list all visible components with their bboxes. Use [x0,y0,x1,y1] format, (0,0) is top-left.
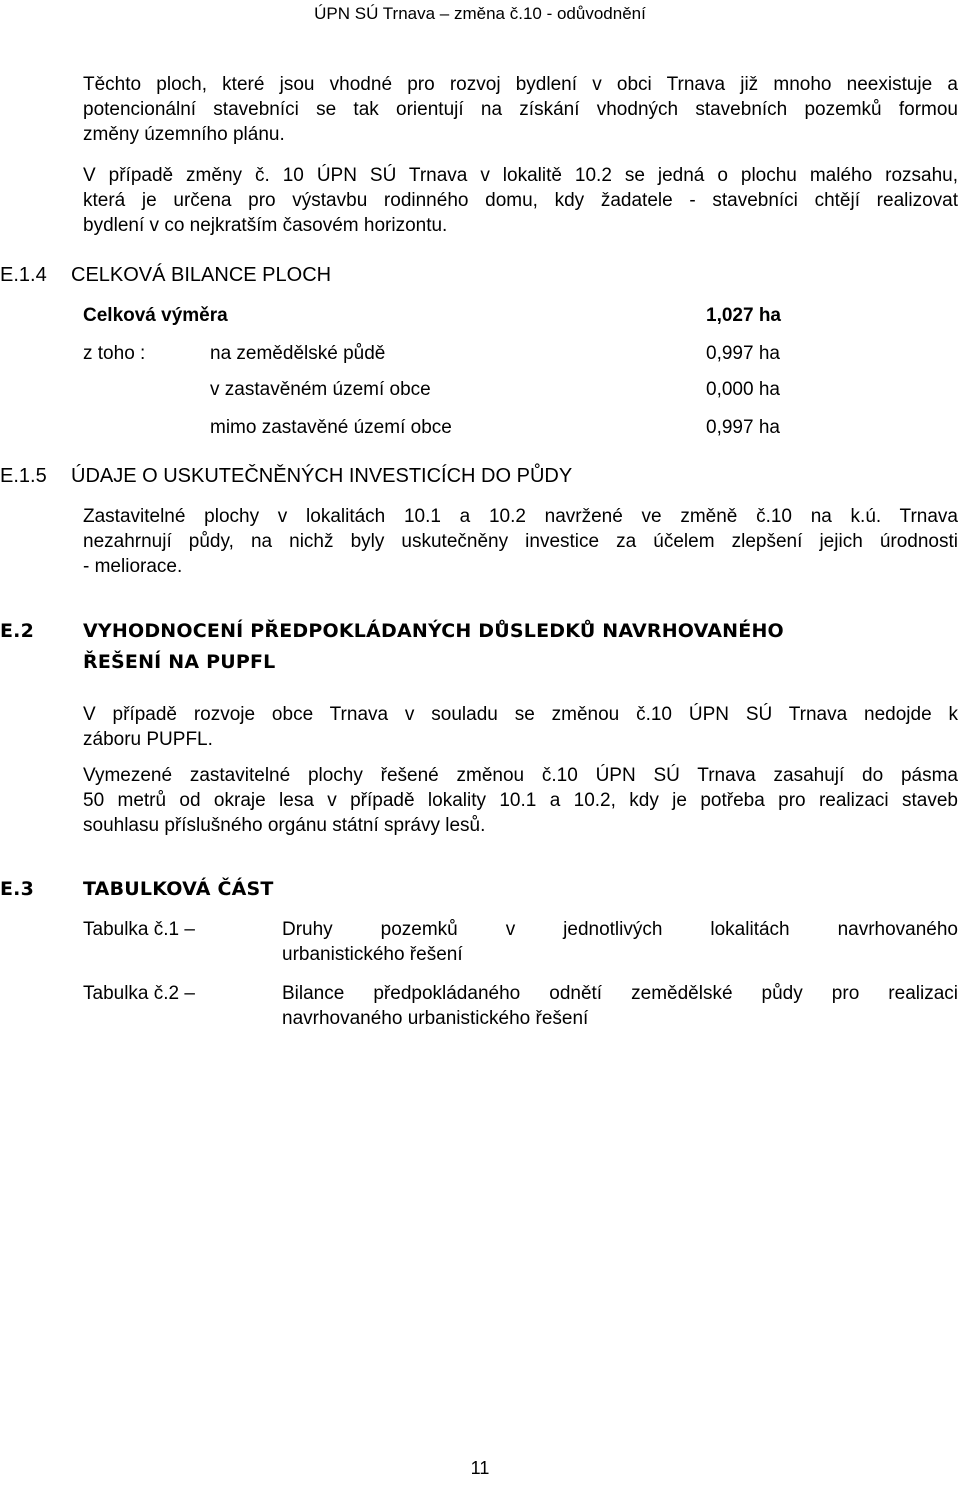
text-line: navrhovaného urbanistického řešení [282,1008,589,1029]
text-line: Vymezené zastavitelné plochy řešené změnou č.10 ÚPN SÚ Trnava zasahují do pásma [83,765,958,786]
text-line: záboru PUPFL. [83,729,213,750]
text-line: Těchto ploch, které jsou vhodné pro rozvoj bydlení v obci Trnava již mnoho neexistuje a [83,74,958,95]
table-ref-description [282,917,958,967]
pupfl-paragraph-2 [83,763,958,838]
section-title-e2-line2: ŘEŠENÍ NA PUPFL [83,651,276,673]
balance-row-value: 0,997 ha [706,343,780,364]
section-number-e14: E.1.4 [0,264,47,286]
total-area-value: 1,027 ha [706,305,781,326]
text-line: - meliorace. [83,556,183,577]
text-line: souhlasu příslušného orgánu státní správy lesů. [83,815,486,836]
investments-paragraph [83,504,958,579]
page-header: ÚPN SÚ Trnava – změna č.10 - odůvodnění [314,4,646,23]
intro-paragraph-2 [83,163,958,238]
balance-row-label: na zemědělské půdě [210,343,386,364]
text-line: bydlení v co nejkratším časovém horizontu. [83,215,448,236]
pupfl-paragraph-1 [83,702,958,752]
text-line: nezahrnují půdy, na nichž byly uskutečněny investice za účelem zlepšení jejich úrodnosti [83,531,958,552]
text-line: potencionální stavebníci se tak orientují na získání vhodných stavebních pozemků formou [83,99,958,120]
page-number: 11 [470,1458,490,1478]
balance-row-label: v zastavěném území obce [210,379,431,400]
text-line: 50 metrů od okraje lesa v případě lokality 10.1 a 10.2, kdy je potřeba pro realizaci staveb [83,790,958,811]
section-number-e3: E.3 [0,878,35,900]
section-title-e15: ÚDAJE O USKUTEČNĚNÝCH INVESTICÍCH DO PŮDY [71,465,573,487]
text-line: urbanistického řešení [282,944,463,965]
total-area-label: Celková výměra [83,305,228,326]
section-title-e14: CELKOVÁ BILANCE PLOCH [71,264,332,286]
balance-row-label: mimo zastavěné území obce [210,417,452,438]
section-title-e3: TABULKOVÁ ČÁST [83,878,274,900]
section-number-e15: E.1.5 [0,465,47,487]
text-line: Zastavitelné plochy v lokalitách 10.1 a 10.2 navržené ve změně č.10 na k.ú. Trnava [83,506,958,527]
balance-row-value: 0,000 ha [706,379,780,400]
table-ref-description [282,981,958,1031]
text-line: Druhy pozemků v jednotlivých lokalitách navrhovaného [282,919,958,940]
text-line: která je určena pro výstavbu rodinného domu, kdy žadatele - stavebníci chtějí realizovat [83,190,958,211]
text-line: změny územního plánu. [83,124,285,145]
text-line: Bilance předpokládaného odnětí zemědělské půdy pro realizaci [282,983,958,1004]
section-number-e2: E.2 [0,620,35,642]
table-ref-label: Tabulka č.2 – [83,983,195,1004]
balance-row-value: 0,997 ha [706,417,780,438]
table-ref-label: Tabulka č.1 – [83,919,195,940]
intro-paragraph-1 [83,72,958,147]
section-title-e2-line1: VYHODNOCENÍ PŘEDPOKLÁDANÝCH DŮSLEDKŮ NAVRHOVANÉHO [83,620,784,642]
subtotal-prefix: z toho : [83,343,146,364]
text-line: V případě změny č. 10 ÚPN SÚ Trnava v lokalitě 10.2 se jedná o plochu malého rozsahu, [83,165,958,186]
text-line: V případě rozvoje obce Trnava v souladu se změnou č.10 ÚPN SÚ Trnava nedojde k [83,704,958,725]
